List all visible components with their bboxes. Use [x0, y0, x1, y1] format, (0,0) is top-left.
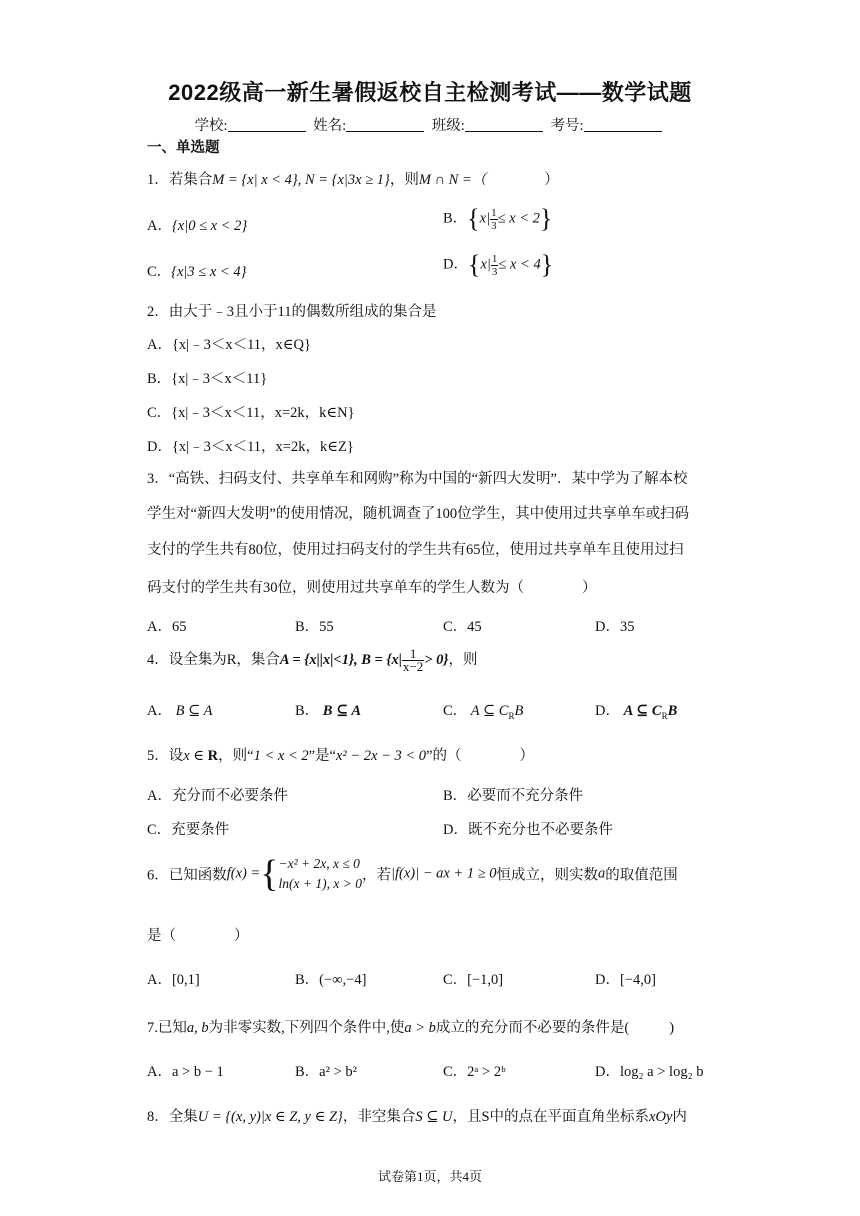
- q3-option-d[interactable]: D．35: [595, 619, 635, 635]
- option-text: B ⊆ A: [175, 703, 213, 719]
- q2-option-b[interactable]: B．{x|﹣3＜x＜11}: [147, 371, 268, 387]
- q4-text-b: ，则: [448, 652, 478, 668]
- q8-text: 8．全集: [147, 1109, 198, 1125]
- q5-option-b[interactable]: B．必要而不充分条件: [443, 788, 584, 804]
- subscript: R: [661, 710, 668, 721]
- q6-cond: |f(x)| − ax + 1 ≥ 0: [390, 865, 497, 882]
- q4-option-c[interactable]: [443, 699, 523, 721]
- question-2-stem: 2．由大于﹣3且小于11的偶数所组成的集合是: [147, 304, 437, 320]
- option-label: B．: [443, 210, 468, 227]
- q3-option-b[interactable]: B．55: [295, 619, 334, 635]
- option-text-post: ≤ x < 4: [498, 256, 541, 273]
- q3-paren-close: ）: [582, 580, 597, 596]
- q1-option-a[interactable]: [147, 214, 247, 235]
- q3-option-a[interactable]: A．65: [147, 619, 187, 635]
- q5-option-c[interactable]: C．充要条件: [147, 822, 230, 838]
- q1-text-b: ，则: [389, 172, 419, 188]
- q8-xoy: xOy: [649, 1109, 673, 1125]
- option-text: A ⊆ C: [470, 703, 509, 719]
- q5-text-d: ”的（: [426, 748, 462, 764]
- subscript: R: [508, 710, 515, 721]
- question-4-stem: [147, 648, 477, 673]
- name-blank[interactable]: [346, 117, 424, 132]
- option-label: D．: [443, 256, 468, 273]
- q6-option-b[interactable]: B．(−∞,−4]: [295, 972, 367, 988]
- q3-text: 码支付的学生共有30位，则使用过共享单车的学生人数为（: [147, 580, 524, 596]
- section-heading: 一、单选题: [147, 140, 220, 156]
- q7-option-b[interactable]: B．a² > b²: [295, 1064, 357, 1080]
- number-label: 考号:: [550, 118, 584, 134]
- option-label: A．: [147, 703, 172, 719]
- q6-text: 6．已知函数: [147, 867, 227, 884]
- q6-text-d: 的取值范围: [605, 867, 678, 884]
- question-6-stem: 6．已知函数f(x) ={ −x² + 2x, x ≤ 0 ln(x + 1), x > 0 ，若|f(x)| − ax + 1 ≥ 0恒成立，则实数a的取值范围: [147, 853, 678, 895]
- q5-cond1: 1 < x < 2: [253, 748, 309, 764]
- q1-sets: M = {x| x < 4}, N = {x|3x ≥ 1}: [212, 172, 390, 188]
- question-6-line-2: [147, 924, 249, 945]
- q2-option-d[interactable]: D．{x|﹣3＜x＜11，x=2k，k∈Z}: [147, 439, 354, 455]
- q7-option-d[interactable]: D．log₂ a > log₂ b: [595, 1064, 704, 1080]
- number-blank[interactable]: [584, 117, 662, 132]
- option-text-end: B: [667, 703, 678, 719]
- option-label: A．: [147, 218, 172, 234]
- q5-text-b: ，则“: [218, 748, 254, 764]
- q5-option-d[interactable]: D．既不充分也不必要条件: [443, 822, 613, 838]
- piece-2: ln(x + 1), x > 0: [278, 876, 362, 891]
- q1-option-d[interactable]: D．{x| $\frac{1}{3}$ ≤ x < 4}: [443, 250, 554, 279]
- q1-text: 1．若集合: [147, 172, 213, 188]
- q6-var: a: [598, 865, 606, 882]
- q1-expr: M ∩ N =（: [418, 172, 487, 188]
- q3-option-c[interactable]: C．45: [443, 619, 482, 635]
- q8-set: U = {(x, y)|x ∈ Z, y ∈ Z}: [197, 1109, 343, 1125]
- option-label: C．: [443, 703, 468, 719]
- q8-text-c: ，且S中的点在平面直角坐标系: [452, 1109, 650, 1125]
- q6-option-a[interactable]: A．[0,1]: [147, 972, 200, 988]
- q2-option-a[interactable]: A．{x|﹣3＜x＜11，x∈Q}: [147, 337, 311, 353]
- q6-option-d[interactable]: D．[−4,0]: [595, 972, 656, 988]
- q5-cond2: x² − 2x − 3 < 0: [335, 748, 427, 764]
- q6-text-b: ，若: [361, 867, 391, 884]
- fraction: $\frac{1}{x-2}$: [402, 646, 424, 675]
- q5-option-a[interactable]: A．充分而不必要条件: [147, 788, 288, 804]
- q6-fx: f(x) =: [226, 865, 261, 882]
- q6-paren-close: ）: [234, 928, 249, 944]
- question-3-line-3: 支付的学生共有80位，使用过扫码支付的学生共有65位，使用过共享单车且使用过扫: [147, 542, 684, 558]
- option-label: D．: [595, 703, 620, 719]
- option-text-pre: x|: [480, 256, 491, 273]
- option-text: {x|0 ≤ x < 2}: [171, 218, 248, 234]
- class-blank[interactable]: [465, 117, 543, 132]
- q7-vars: a, b: [186, 1020, 209, 1036]
- name-label: 姓名:: [313, 118, 347, 134]
- q7-text-b: 为非零实数,下列四个条件中,使: [208, 1020, 405, 1036]
- q5-var: x ∈: [183, 748, 208, 764]
- class-label: 班级:: [431, 118, 465, 134]
- q4-option-a[interactable]: [147, 699, 212, 720]
- q6-option-c[interactable]: C．[−1,0]: [443, 972, 504, 988]
- q5-paren-close: ）: [519, 748, 534, 764]
- q5-text-c: ”是“: [308, 748, 336, 764]
- option-text-pre: x|: [479, 210, 491, 227]
- q4-option-b[interactable]: [295, 699, 361, 720]
- question-1-stem: [147, 168, 559, 189]
- question-3-line-4: [147, 576, 597, 597]
- question-7-stem: [147, 1016, 674, 1037]
- student-info-line: [0, 114, 860, 135]
- q7-text-c: 成立的充分而不必要的条件是(: [435, 1020, 630, 1036]
- school-blank[interactable]: [228, 117, 306, 132]
- piece-1: −x² + 2x, x ≤ 0: [278, 856, 360, 871]
- question-3-line-2: 学生对“新四大发明”的使用情况，随机调查了100位学生，其中使用过共享单车或扫码: [147, 506, 690, 522]
- q5-text: 5．设: [147, 748, 184, 764]
- q1-option-b[interactable]: B．{x| $\frac{1}{3}$ ≤ x < 2}: [443, 204, 553, 233]
- q7-text: 7.已知: [147, 1020, 187, 1036]
- q4-sets: A = {x||x|<1}, B = {x|: [279, 652, 402, 668]
- option-text-end: B: [514, 703, 524, 719]
- option-label: C．: [147, 264, 172, 280]
- q6-l2-text: 是（: [147, 928, 176, 944]
- school-label: 学校:: [194, 118, 228, 134]
- fraction: $\frac{1}{3}$: [491, 206, 497, 232]
- question-8-stem: [147, 1105, 687, 1126]
- q7-paren-close: ): [669, 1020, 675, 1036]
- q8-text-b: ，非空集合: [342, 1109, 416, 1125]
- q7-cond: a > b: [404, 1020, 436, 1036]
- q4-option-d[interactable]: [595, 699, 677, 721]
- q8-text-d: 内: [672, 1109, 687, 1125]
- exam-title: 2022级高一新生暑假返校自主检测考试——数学试题: [168, 80, 692, 105]
- option-label: B．: [295, 703, 320, 719]
- option-text: {x|3 ≤ x < 4}: [171, 264, 247, 280]
- option-text: B ⊆ A: [322, 703, 362, 719]
- q7-option-c[interactable]: C．2ᵃ > 2ᵇ: [443, 1064, 506, 1080]
- option-text: A ⊆ C: [623, 703, 662, 719]
- piecewise: [279, 854, 362, 894]
- option-text-post: ≤ x < 2: [497, 210, 540, 227]
- q5-R: R: [207, 748, 219, 764]
- q4-sets-end: > 0}: [424, 652, 449, 668]
- question-3-line-1: 3．“高铁、扫码支付、共享单车和网购”称为中国的“新四大发明”．某中学为了解本校: [147, 471, 688, 487]
- q8-subset: S ⊆ U: [415, 1109, 453, 1125]
- q2-option-c[interactable]: C．{x|﹣3＜x＜11，x=2k，k∈N}: [147, 405, 355, 421]
- q1-option-c[interactable]: [147, 260, 246, 281]
- page-footer: 试卷第1页，共4页: [377, 1169, 482, 1184]
- q7-option-a[interactable]: A．a > b − 1: [147, 1064, 224, 1080]
- fraction: $\frac{1}{3}$: [491, 252, 498, 278]
- q4-text: 4．设全集为R，集合: [147, 652, 280, 668]
- question-5-stem: [147, 744, 534, 765]
- q6-text-c: 恒成立，则实数: [496, 867, 599, 884]
- q1-paren-close: ）: [544, 172, 559, 188]
